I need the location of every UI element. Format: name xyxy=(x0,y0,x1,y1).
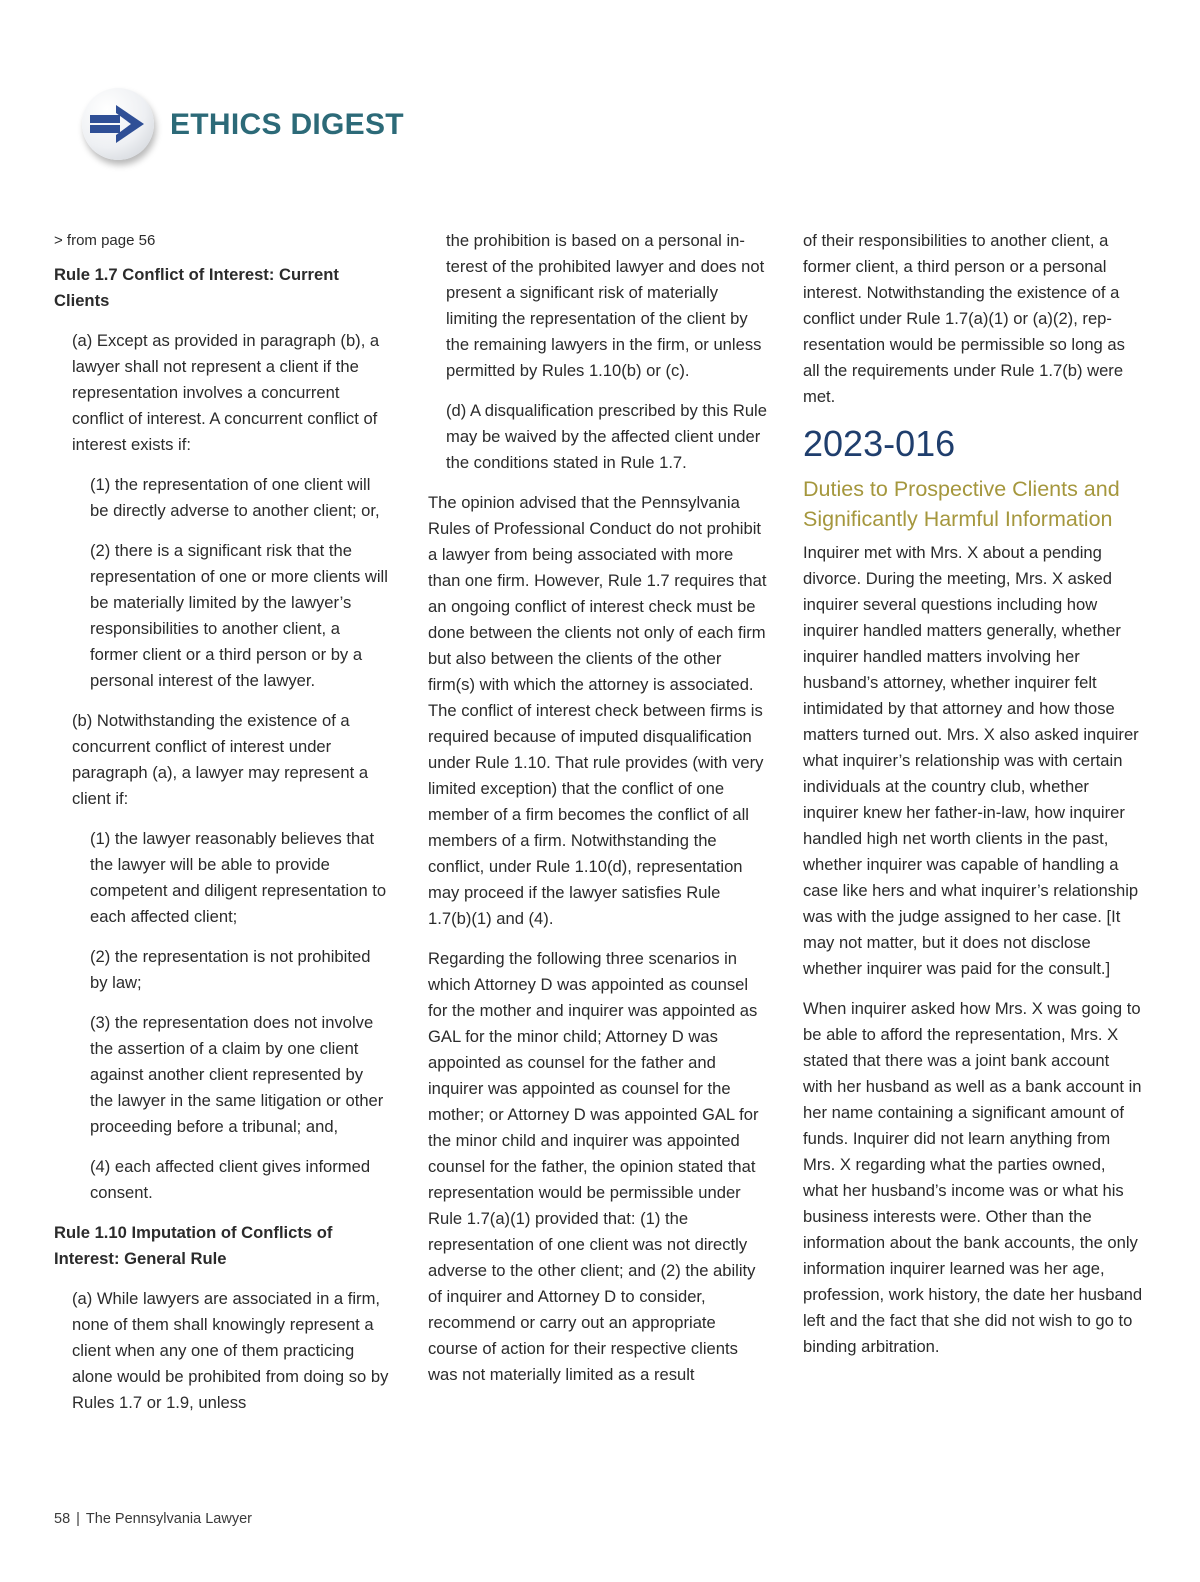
footer-separator: | xyxy=(76,1511,80,1527)
page-header xyxy=(82,86,502,170)
rule-subparagraph: (2) the representation is not prohibited by law; xyxy=(90,947,371,992)
column-right xyxy=(803,228,1143,1374)
opinion-title: Duties to Prospective Clients and Significantly Harmful Information xyxy=(803,477,1120,531)
body-paragraph: Inquirer met with Mrs. X about a pending divorce. During the meeting, Mrs. X asked inquirer several questions including how inquirer handled matters generally, whether inquirer handled matters involving her husband’s attorney, whether inquirer felt intimidated by that attorney and how those matters turned out. Mrs. X also asked inquirer what inquirer’s relationship was with certain individuals at the country club, whether inquirer knew her father-in-law, how inquirer handled high net worth clients in the past, whether inquirer was capable of handling a case like hers and what inquirer’s relationship was with the judge assigned to her case. [It may not matter, but it does not disclose whether inquirer was paid for the consult.] xyxy=(803,543,1139,978)
rule-subparagraph: (4) each affected client gives informed consent. xyxy=(90,1157,371,1202)
rule-paragraph: the prohibition is based on a personal interest of the prohibited lawyer and does not present a significant risk of materially limiting the representation of the client by the remaining lawyers in the firm, or unless permitted by Rules 1.10(b) or (c). xyxy=(446,231,765,380)
section-title: ETHICS DIGEST xyxy=(170,108,404,141)
body-paragraph: The opinion advised that the Pennsylvania Rules of Professional Conduct do not prohibit a lawyer from being associated with more than one firm. However, Rule 1.7 requires that an ongoing conflict of interest check must be done between the clients not only of each firm but also between the clients of the other firm(s) with which the attorney is associated. The conflict of interest check between firms is required because of imputed disqualification under Rule 1.10. That rule provides (with very limited exception) that the conflict of one member of a firm becomes the conflict of all members of a firm. Notwithstanding the conflict, under Rule 1.10(d), representation may proceed if the lawyer satisfies Rule 1.7(b)(1) and (4). xyxy=(428,493,767,928)
arrow-right-icon xyxy=(88,102,148,146)
rule-heading: Rule 1.10 Imputation of Conflicts of Interest: General Rule xyxy=(54,1223,333,1268)
rule-subparagraph: (1) the lawyer reasonably believes that the lawyer will be able to provide competent and diligent representation to each affected client; xyxy=(90,829,387,926)
continued-from-note: > from page 56 xyxy=(54,232,156,249)
opinion-number: 2023-016 xyxy=(803,423,956,464)
rule-paragraph: (b) Notwithstanding the existence of a concurrent conflict of interest under paragraph (a), a lawyer may represent a client if: xyxy=(72,711,369,808)
rule-subparagraph: (3) the representation does not involve the assertion of a claim by one client against another client represented by the lawyer in the same litigation or other proceeding before a tribunal; and, xyxy=(90,1013,384,1136)
page-footer xyxy=(54,1511,252,1527)
rule-paragraph: (a) Except as provided in paragraph (b), a lawyer shall not represent a client if the representation involves a concurrent conflict of interest. A concurrent conflict of interest exists if: xyxy=(72,331,380,454)
rule-paragraph: (a) While lawyers are associated in a firm, none of them shall knowingly represent a client when any one of them practicing alone would be prohibited from doing so by Rules 1.7 or 1.9, unless xyxy=(72,1289,389,1412)
body-paragraph: When inquirer asked how Mrs. X was going to be able to afford the representation, Mrs. X stated that there was a joint bank account with her husband as well as a bank account in her name containing a significant amount of funds. Inquirer did not learn anything from Mrs. X regarding what the parties owned, what her husband’s income was or what his business interests were. Other than the information about the bank accounts, the only information inquirer learned was her age, profession, work history, the date her husband left and the fact that she did not wish to go to binding arbitration. xyxy=(803,999,1143,1356)
rule-subparagraph: (2) there is a significant risk that the representation of one or more clients will be materially limited by the lawyer’s responsibilities to another client, a former client or a third person or by a personal interest of the lawyer. xyxy=(90,541,388,690)
publication-name: The Pennsylvania Lawyer xyxy=(85,1511,252,1527)
rule-subparagraph: (1) the representation of one client will be directly adverse to another client; or, xyxy=(90,475,380,520)
rule-paragraph: (d) A disqualification prescribed by this Rule may be waived by the affected client under the conditions stated in Rule 1.7. xyxy=(446,401,767,472)
page-number: 58 xyxy=(54,1511,71,1527)
logo-badge xyxy=(82,88,154,160)
column-left xyxy=(54,228,390,1430)
body-paragraph: Regarding the following three scenarios in which Attorney D was appointed as counsel for the mother and inquirer was appointed as GAL for the minor child; Attorney D was appointed as counsel for the father and inquirer was appointed as counsel for the mother; or Attorney D was appointed GAL for the minor child and inquirer was appointed counsel for the father, the opinion stated that representation would be permissible under Rule 1.7(a)(1) provided that: (1) the representation of one client was not directly adverse to the other client; and (2) the ability of inquirer and Attorney D to consider, recommend or carry out an appropriate course of action for their respective clients was not materially limited as a result xyxy=(428,949,759,1384)
rule-heading: Rule 1.7 Conflict of Interest: Current Clients xyxy=(54,265,339,310)
body-paragraph: of their responsibilities to another client, a former client, a third person or a personal interest. Notwithstanding the existence of a conflict under Rule 1.7(a)(1) or (a)(2), representation would be permissible so long as all the requirements under Rule 1.7(b) were met. xyxy=(803,231,1125,406)
column-middle xyxy=(428,228,768,1402)
